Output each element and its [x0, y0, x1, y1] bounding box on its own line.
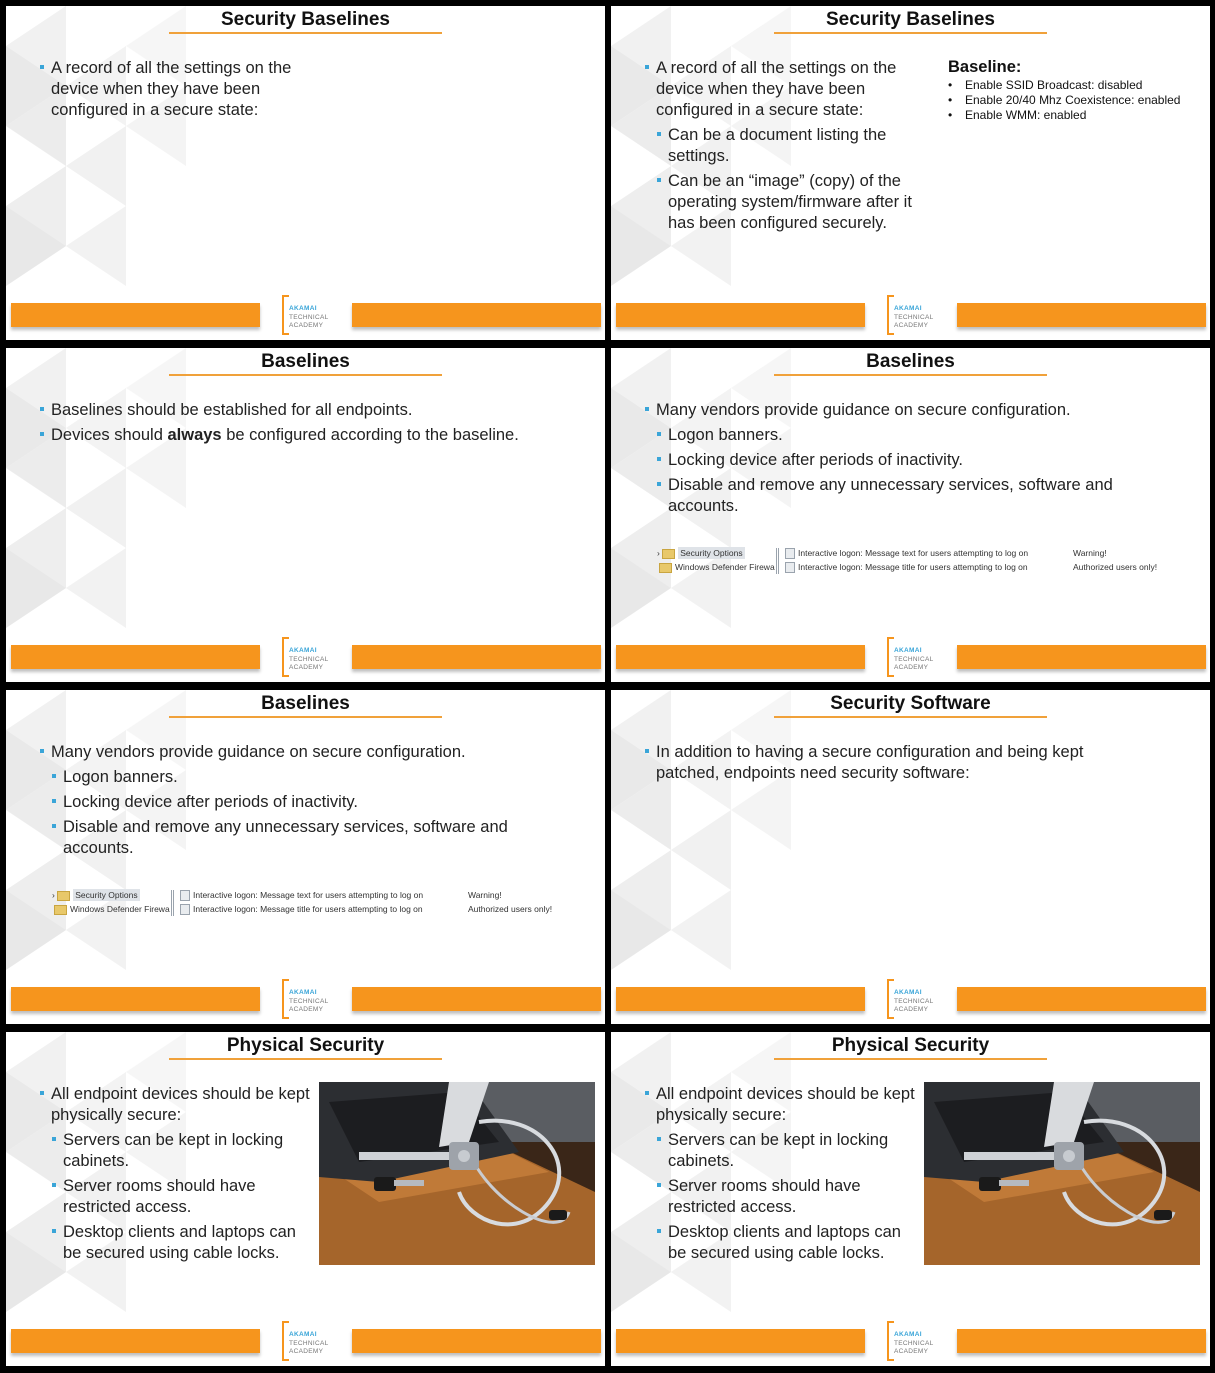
bullet: [40, 400, 590, 421]
logo-line3: ACADEMY: [894, 322, 929, 329]
footer-bar-left: [11, 987, 260, 1011]
bullet-text: Baselines should be established for all endpoints.: [51, 401, 413, 419]
bullet-text: A record of all the settings on the device when they have been configured in a secure state:: [656, 59, 897, 119]
title-underline: [774, 1058, 1047, 1060]
bullet-emphasis: always: [167, 426, 222, 444]
folder-icon: [659, 563, 672, 573]
logo-line3: ACADEMY: [289, 322, 324, 329]
title-underline: [774, 716, 1047, 718]
slide-2: [611, 6, 1210, 340]
bullet-marker: [657, 178, 661, 182]
sub-bullet: [645, 125, 925, 167]
baseline-item-text: Enable 20/40 Mhz Coexistence: enabled: [965, 93, 1181, 107]
bullet-marker: [52, 1137, 56, 1141]
footer-bar-right: [352, 303, 601, 327]
logo-line2: TECHNICAL: [289, 314, 329, 321]
slide-body: [645, 742, 1135, 788]
slide-5: [6, 690, 605, 1024]
bullet-text: Servers can be kept in locking cabinets.: [63, 1131, 284, 1170]
academy-logo: [887, 637, 949, 677]
bullet-marker: [657, 132, 661, 136]
footer-bar-right: [957, 645, 1206, 669]
background-pattern: [6, 6, 605, 340]
footer-bar-left: [616, 987, 865, 1011]
policy-name[interactable]: Interactive logon: Message title for users attempting to log on: [193, 904, 423, 914]
sub-bullet: [645, 475, 1155, 517]
bullet: [645, 742, 1135, 784]
sub-bullet: [40, 792, 550, 813]
sub-bullet: [40, 817, 550, 859]
policy-value: Warning!: [1073, 548, 1107, 558]
policy-name[interactable]: Interactive logon: Message title for users attempting to log on: [798, 562, 1028, 572]
bullet-marker: [40, 749, 44, 753]
bullet-text: Server rooms should have restricted access.: [668, 1177, 861, 1216]
pane-divider: [173, 890, 174, 916]
group-policy-screenshot: [657, 548, 1177, 578]
slide-body: [40, 58, 310, 125]
slide-title: Security Software: [830, 693, 991, 714]
baseline-item-text: Enable WMM: enabled: [965, 108, 1087, 122]
sub-bullet: [40, 767, 550, 788]
bullet: [645, 1084, 915, 1126]
bullet-marker: [645, 1091, 649, 1095]
bullet-text: All endpoint devices should be kept physically secure:: [656, 1085, 915, 1124]
baseline-item: • Enable WMM: enabled: [948, 108, 1087, 122]
logo-line1: AKAMAI: [894, 989, 922, 996]
pane-divider: [171, 890, 172, 916]
logo-bracket: [282, 295, 289, 335]
bullet-marker: [657, 482, 661, 486]
bullet-text: Many vendors provide guidance on secure configuration.: [51, 743, 466, 761]
sub-bullet: [645, 450, 1155, 471]
bullet-text: Many vendors provide guidance on secure configuration.: [656, 401, 1071, 419]
chevron-right-icon: ›: [52, 890, 58, 900]
chevron-right-icon: ›: [657, 548, 663, 558]
slide-body: [40, 400, 590, 450]
tree-item-firewall[interactable]: Windows Defender Firewa: [675, 562, 775, 572]
group-policy-screenshot: [52, 890, 572, 920]
sub-bullet: [645, 1130, 915, 1172]
folder-icon: [662, 549, 675, 559]
bullet-marker: [645, 407, 649, 411]
slide-body: [645, 1084, 915, 1268]
bullet-marker: [52, 799, 56, 803]
background-pattern: [611, 690, 1210, 1024]
bullet-marker: [657, 1229, 661, 1233]
footer-bar-right: [957, 1329, 1206, 1353]
baseline-box: [948, 58, 1180, 123]
logo-line1: AKAMAI: [894, 647, 922, 654]
title-underline: [774, 374, 1047, 376]
sub-bullet: [645, 171, 925, 234]
bullet: [645, 58, 925, 121]
slide-title: Physical Security: [831, 1035, 990, 1056]
slide-body: [645, 400, 1155, 521]
bullet-text: Disable and remove any unnecessary services, software and accounts.: [668, 476, 1113, 515]
bullet-marker: [40, 1091, 44, 1095]
footer-bar-right: [352, 987, 601, 1011]
bullet-marker: [40, 407, 44, 411]
bullet-text: Servers can be kept in locking cabinets.: [668, 1131, 889, 1170]
policy-value: Warning!: [468, 890, 502, 900]
slide-3: [6, 348, 605, 682]
bullet-marker: [657, 432, 661, 436]
bullet: [40, 58, 310, 121]
bullet-marker: [657, 457, 661, 461]
slide-body: [645, 58, 925, 238]
folder-icon: [57, 891, 70, 901]
logo-bracket: [887, 637, 894, 677]
title-underline: [169, 374, 442, 376]
tree-item-security-options[interactable]: Security Options: [75, 890, 138, 900]
academy-logo: [282, 295, 344, 335]
slide-body: [40, 742, 550, 863]
bullet-text: Devices should: [51, 426, 168, 444]
policy-name[interactable]: Interactive logon: Message text for users attempting to log on: [798, 548, 1029, 558]
logo-line1: AKAMAI: [289, 1331, 317, 1338]
policy-icon: [180, 904, 190, 915]
footer-bar-left: [616, 303, 865, 327]
bullet-marker: [645, 65, 649, 69]
sub-bullet: [40, 1130, 310, 1172]
sub-bullet: [645, 1176, 915, 1218]
slide-title: Security Baselines: [826, 9, 995, 30]
bullet-marker: [657, 1183, 661, 1187]
logo-bracket: [282, 1321, 289, 1361]
logo-line1: AKAMAI: [894, 1331, 922, 1338]
sub-bullet: [40, 1176, 310, 1218]
bullet-text: Logon banners.: [668, 426, 783, 444]
sub-bullet: [645, 425, 1155, 446]
bullet-text: be configured according to the baseline.: [221, 426, 519, 444]
bullet-marker: [52, 1183, 56, 1187]
footer-bar-right: [957, 303, 1206, 327]
bullet-text: Can be an “image” (copy) of the operating system/firmware after it has been configured securely.: [668, 172, 912, 232]
pane-divider: [778, 548, 779, 574]
bullet: [40, 742, 550, 763]
footer-bar-left: [616, 645, 865, 669]
slide-title: Baselines: [261, 693, 350, 714]
bullet-text: All endpoint devices should be kept physically secure:: [51, 1085, 310, 1124]
logo-line1: AKAMAI: [289, 989, 317, 996]
footer-bar-left: [11, 1329, 260, 1353]
policy-icon: [180, 890, 190, 901]
logo-line2: TECHNICAL: [894, 314, 934, 321]
bullet-marker: [645, 749, 649, 753]
bullet-text: Desktop clients and laptops can be secured using cable locks.: [63, 1223, 296, 1262]
bullet-marker: [52, 774, 56, 778]
logo-line1: AKAMAI: [289, 647, 317, 654]
academy-logo: [282, 979, 344, 1019]
slide-title: Baselines: [261, 351, 350, 372]
logo-line3: ACADEMY: [289, 664, 324, 671]
logo-bracket: [887, 295, 894, 335]
academy-logo: [887, 295, 949, 335]
bullet-marker: [52, 1229, 56, 1233]
laptop-cable-lock-photo: [924, 1082, 1200, 1265]
bullet-text: Can be a document listing the settings.: [668, 126, 887, 165]
academy-logo: [282, 1321, 344, 1361]
bullet-marker: [40, 65, 44, 69]
slide-1: [6, 6, 605, 340]
logo-line3: ACADEMY: [289, 1006, 324, 1013]
bullet-text: Locking device after periods of inactivity.: [668, 451, 964, 469]
policy-name[interactable]: Interactive logon: Message text for users attempting to log on: [193, 890, 424, 900]
title-underline: [169, 716, 442, 718]
bullet-text: A record of all the settings on the device when they have been configured in a secure state:: [51, 59, 292, 119]
logo-line2: TECHNICAL: [894, 656, 934, 663]
logo-line2: TECHNICAL: [894, 998, 934, 1005]
folder-icon: [54, 905, 67, 915]
bullet-marker: [40, 432, 44, 436]
background-pattern: [6, 348, 605, 682]
slide-4: [611, 348, 1210, 682]
baseline-item: • Enable SSID Broadcast: disabled: [948, 78, 1143, 92]
bullet: [40, 425, 590, 446]
footer-bar-left: [11, 645, 260, 669]
bullet: [40, 1084, 310, 1126]
academy-logo: [887, 979, 949, 1019]
slide-title: Baselines: [866, 351, 955, 372]
academy-logo: [282, 637, 344, 677]
sub-bullet: [40, 1222, 310, 1264]
logo-line1: AKAMAI: [894, 305, 922, 312]
tree-item-security-options[interactable]: Security Options: [680, 548, 743, 558]
academy-logo: [887, 1321, 949, 1361]
logo-line1: AKAMAI: [289, 305, 317, 312]
logo-line2: TECHNICAL: [894, 1340, 934, 1347]
slide-title: Physical Security: [226, 1035, 385, 1056]
baseline-item-text: Enable SSID Broadcast: disabled: [965, 78, 1143, 92]
bullet: [645, 400, 1155, 421]
bullet-text: In addition to having a secure configuration and being kept patched, endpoints need security software:: [656, 743, 1084, 782]
logo-line2: TECHNICAL: [289, 1340, 329, 1347]
policy-value: Authorized users only!: [468, 904, 553, 914]
logo-line3: ACADEMY: [289, 1348, 324, 1355]
footer-bar-right: [352, 645, 601, 669]
bullet-text: Logon banners.: [63, 768, 178, 786]
logo-bracket: [282, 637, 289, 677]
logo-line2: TECHNICAL: [289, 998, 329, 1005]
slide-7: [6, 1032, 605, 1366]
policy-icon: [785, 562, 795, 573]
tree-item-firewall[interactable]: Windows Defender Firewa: [70, 904, 170, 914]
title-underline: [169, 32, 442, 34]
bullet-text: Desktop clients and laptops can be secured using cable locks.: [668, 1223, 901, 1262]
logo-bracket: [887, 979, 894, 1019]
logo-bracket: [887, 1321, 894, 1361]
footer-bar-right: [352, 1329, 601, 1353]
sub-bullet: [645, 1222, 915, 1264]
logo-line3: ACADEMY: [894, 1006, 929, 1013]
slide-title: Security Baselines: [221, 9, 390, 30]
bullet-marker: [52, 824, 56, 828]
footer-bar-right: [957, 987, 1206, 1011]
slide-8: [611, 1032, 1210, 1366]
logo-line2: TECHNICAL: [289, 656, 329, 663]
logo-line3: ACADEMY: [894, 664, 929, 671]
pane-divider: [776, 548, 777, 574]
footer-bar-left: [616, 1329, 865, 1353]
policy-icon: [785, 548, 795, 559]
logo-line3: ACADEMY: [894, 1348, 929, 1355]
title-underline: [774, 32, 1047, 34]
bullet-text: Locking device after periods of inactivity.: [63, 793, 359, 811]
slide-6: [611, 690, 1210, 1024]
slide-body: [40, 1084, 310, 1268]
bullet-text: Server rooms should have restricted access.: [63, 1177, 256, 1216]
title-underline: [169, 1058, 442, 1060]
bullet-text: Disable and remove any unnecessary services, software and accounts.: [63, 818, 508, 857]
baseline-heading: Baseline:: [948, 58, 1022, 76]
laptop-cable-lock-photo: [319, 1082, 595, 1265]
baseline-item: • Enable 20/40 Mhz Coexistence: enabled: [948, 93, 1181, 107]
bullet-marker: [657, 1137, 661, 1141]
policy-value: Authorized users only!: [1073, 562, 1158, 572]
logo-bracket: [282, 979, 289, 1019]
footer-bar-left: [11, 303, 260, 327]
